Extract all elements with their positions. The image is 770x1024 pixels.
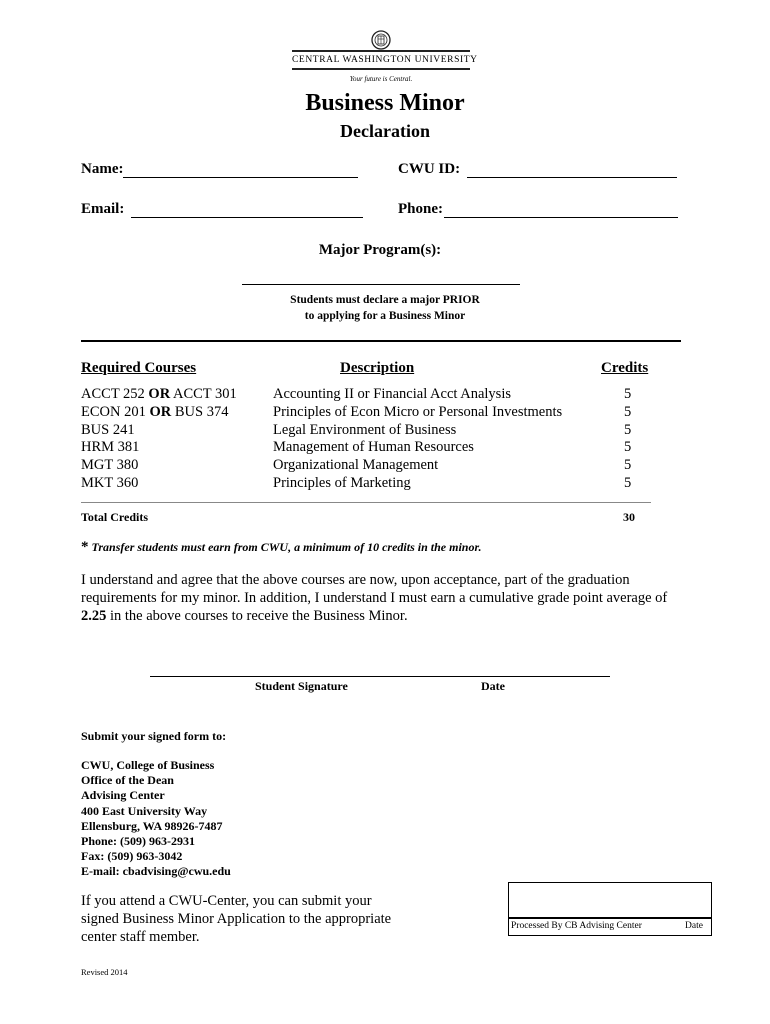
university-seal-icon [371, 30, 391, 50]
phone-field[interactable] [444, 217, 678, 218]
course-credits: 5 [624, 457, 632, 474]
transfer-note [81, 539, 481, 556]
major-field[interactable] [242, 284, 520, 285]
center-submission-note: If you attend a CWU-Center, you can submit your signed Business Minor Application to the appropriate center staff member. [81, 893, 392, 945]
email-label: Email: [81, 201, 125, 217]
courses-header: Required Courses [81, 360, 197, 376]
course-description: Organizational Management [273, 457, 439, 474]
major-label: Major Program(s): [318, 242, 442, 258]
total-credits-label: Total Credits [81, 510, 149, 524]
asterisk-icon: * [81, 539, 89, 555]
address-line: Ellensburg, WA 98926-7487 [81, 818, 223, 833]
course-description: Principles of Econ Micro or Personal Investments [273, 403, 563, 420]
course-credits: 5 [624, 421, 632, 438]
university-logo [292, 30, 478, 86]
table-top-rule [81, 340, 681, 342]
logo-rule-bottom [292, 68, 470, 70]
form-subtitle: Declaration [340, 121, 430, 141]
course-code: MGT 380 [81, 457, 139, 474]
course-description: Management of Human Resources [273, 439, 474, 456]
course-description: Principles of Marketing [273, 474, 411, 491]
address-line: Office of the Dean [81, 773, 174, 788]
phone-label: Phone: [398, 201, 443, 217]
email-field[interactable] [131, 217, 363, 218]
table-row [81, 475, 681, 493]
course-code: BUS 241 [81, 421, 135, 438]
course-credits: 5 [624, 403, 632, 420]
processed-line[interactable] [509, 917, 711, 919]
signature-line[interactable] [150, 676, 610, 677]
logo-rule-top [292, 50, 470, 52]
course-code: ECON 201 OR BUS 374 [81, 403, 229, 420]
address-line: Advising Center [81, 788, 165, 803]
cwu-id-label: CWU ID: [398, 161, 461, 177]
address-line: Fax: (509) 963-3042 [81, 849, 183, 864]
table-row [81, 404, 681, 422]
table-row [81, 386, 681, 404]
major-note-line-2: to applying for a Business Minor [304, 310, 466, 322]
credits-header: Credits [601, 360, 649, 376]
processed-date-label: Date [685, 921, 703, 931]
course-description: Legal Environment of Business [273, 421, 457, 438]
table-row [81, 439, 681, 457]
address-line: CWU, College of Business [81, 758, 215, 772]
course-code: MKT 360 [81, 474, 139, 491]
cwu-id-field[interactable] [467, 177, 677, 178]
signature-date-label: Date [481, 679, 505, 693]
student-signature-label: Student Signature [255, 679, 348, 693]
processed-box [508, 882, 712, 936]
course-credits: 5 [624, 386, 632, 402]
submit-heading: Submit your signed form to: [81, 729, 227, 743]
name-field[interactable] [123, 177, 358, 178]
course-description: Accounting II or Financial Acct Analysis [273, 386, 511, 402]
name-label: Name: [81, 161, 124, 177]
processed-by-label: Processed By CB Advising Center [511, 921, 642, 931]
course-credits: 5 [624, 439, 632, 456]
mailing-address [81, 758, 231, 880]
university-tagline: Your future is Central. [349, 75, 413, 83]
total-credits-value: 30 [623, 510, 635, 524]
gpa-value: 2.25 [81, 608, 107, 624]
major-note-line-1: Students must declare a major PRIOR [290, 294, 480, 306]
course-code: HRM 381 [81, 439, 140, 456]
university-name: CENTRAL WASHINGTON UNIVERSITY [292, 55, 478, 65]
total-separator [81, 502, 651, 503]
form-title: Business Minor [305, 90, 465, 116]
course-table-body [81, 386, 681, 493]
table-row [81, 422, 681, 440]
revised-note: Revised 2014 [81, 967, 128, 977]
description-header: Description [340, 360, 415, 376]
address-line: 400 East University Way [81, 803, 208, 818]
address-line: Phone: (509) 963-2931 [81, 834, 195, 849]
table-row [81, 457, 681, 475]
transfer-note-text: Transfer students must earn from CWU, a minimum of 10 credits in the minor. [91, 540, 482, 554]
email-link[interactable]: E-mail: cbadvising@cwu.edu [81, 864, 231, 879]
course-code: ACCT 252 OR ACCT 301 [81, 386, 237, 402]
course-credits: 5 [624, 474, 632, 491]
agreement-paragraph: I understand and agree that the above courses are now, upon acceptance, part of the graduation requirements for my minor. In addition, I understand I must earn a cumulative grade point average of 2.25 in the above courses to receive the Business Minor. [81, 572, 668, 624]
